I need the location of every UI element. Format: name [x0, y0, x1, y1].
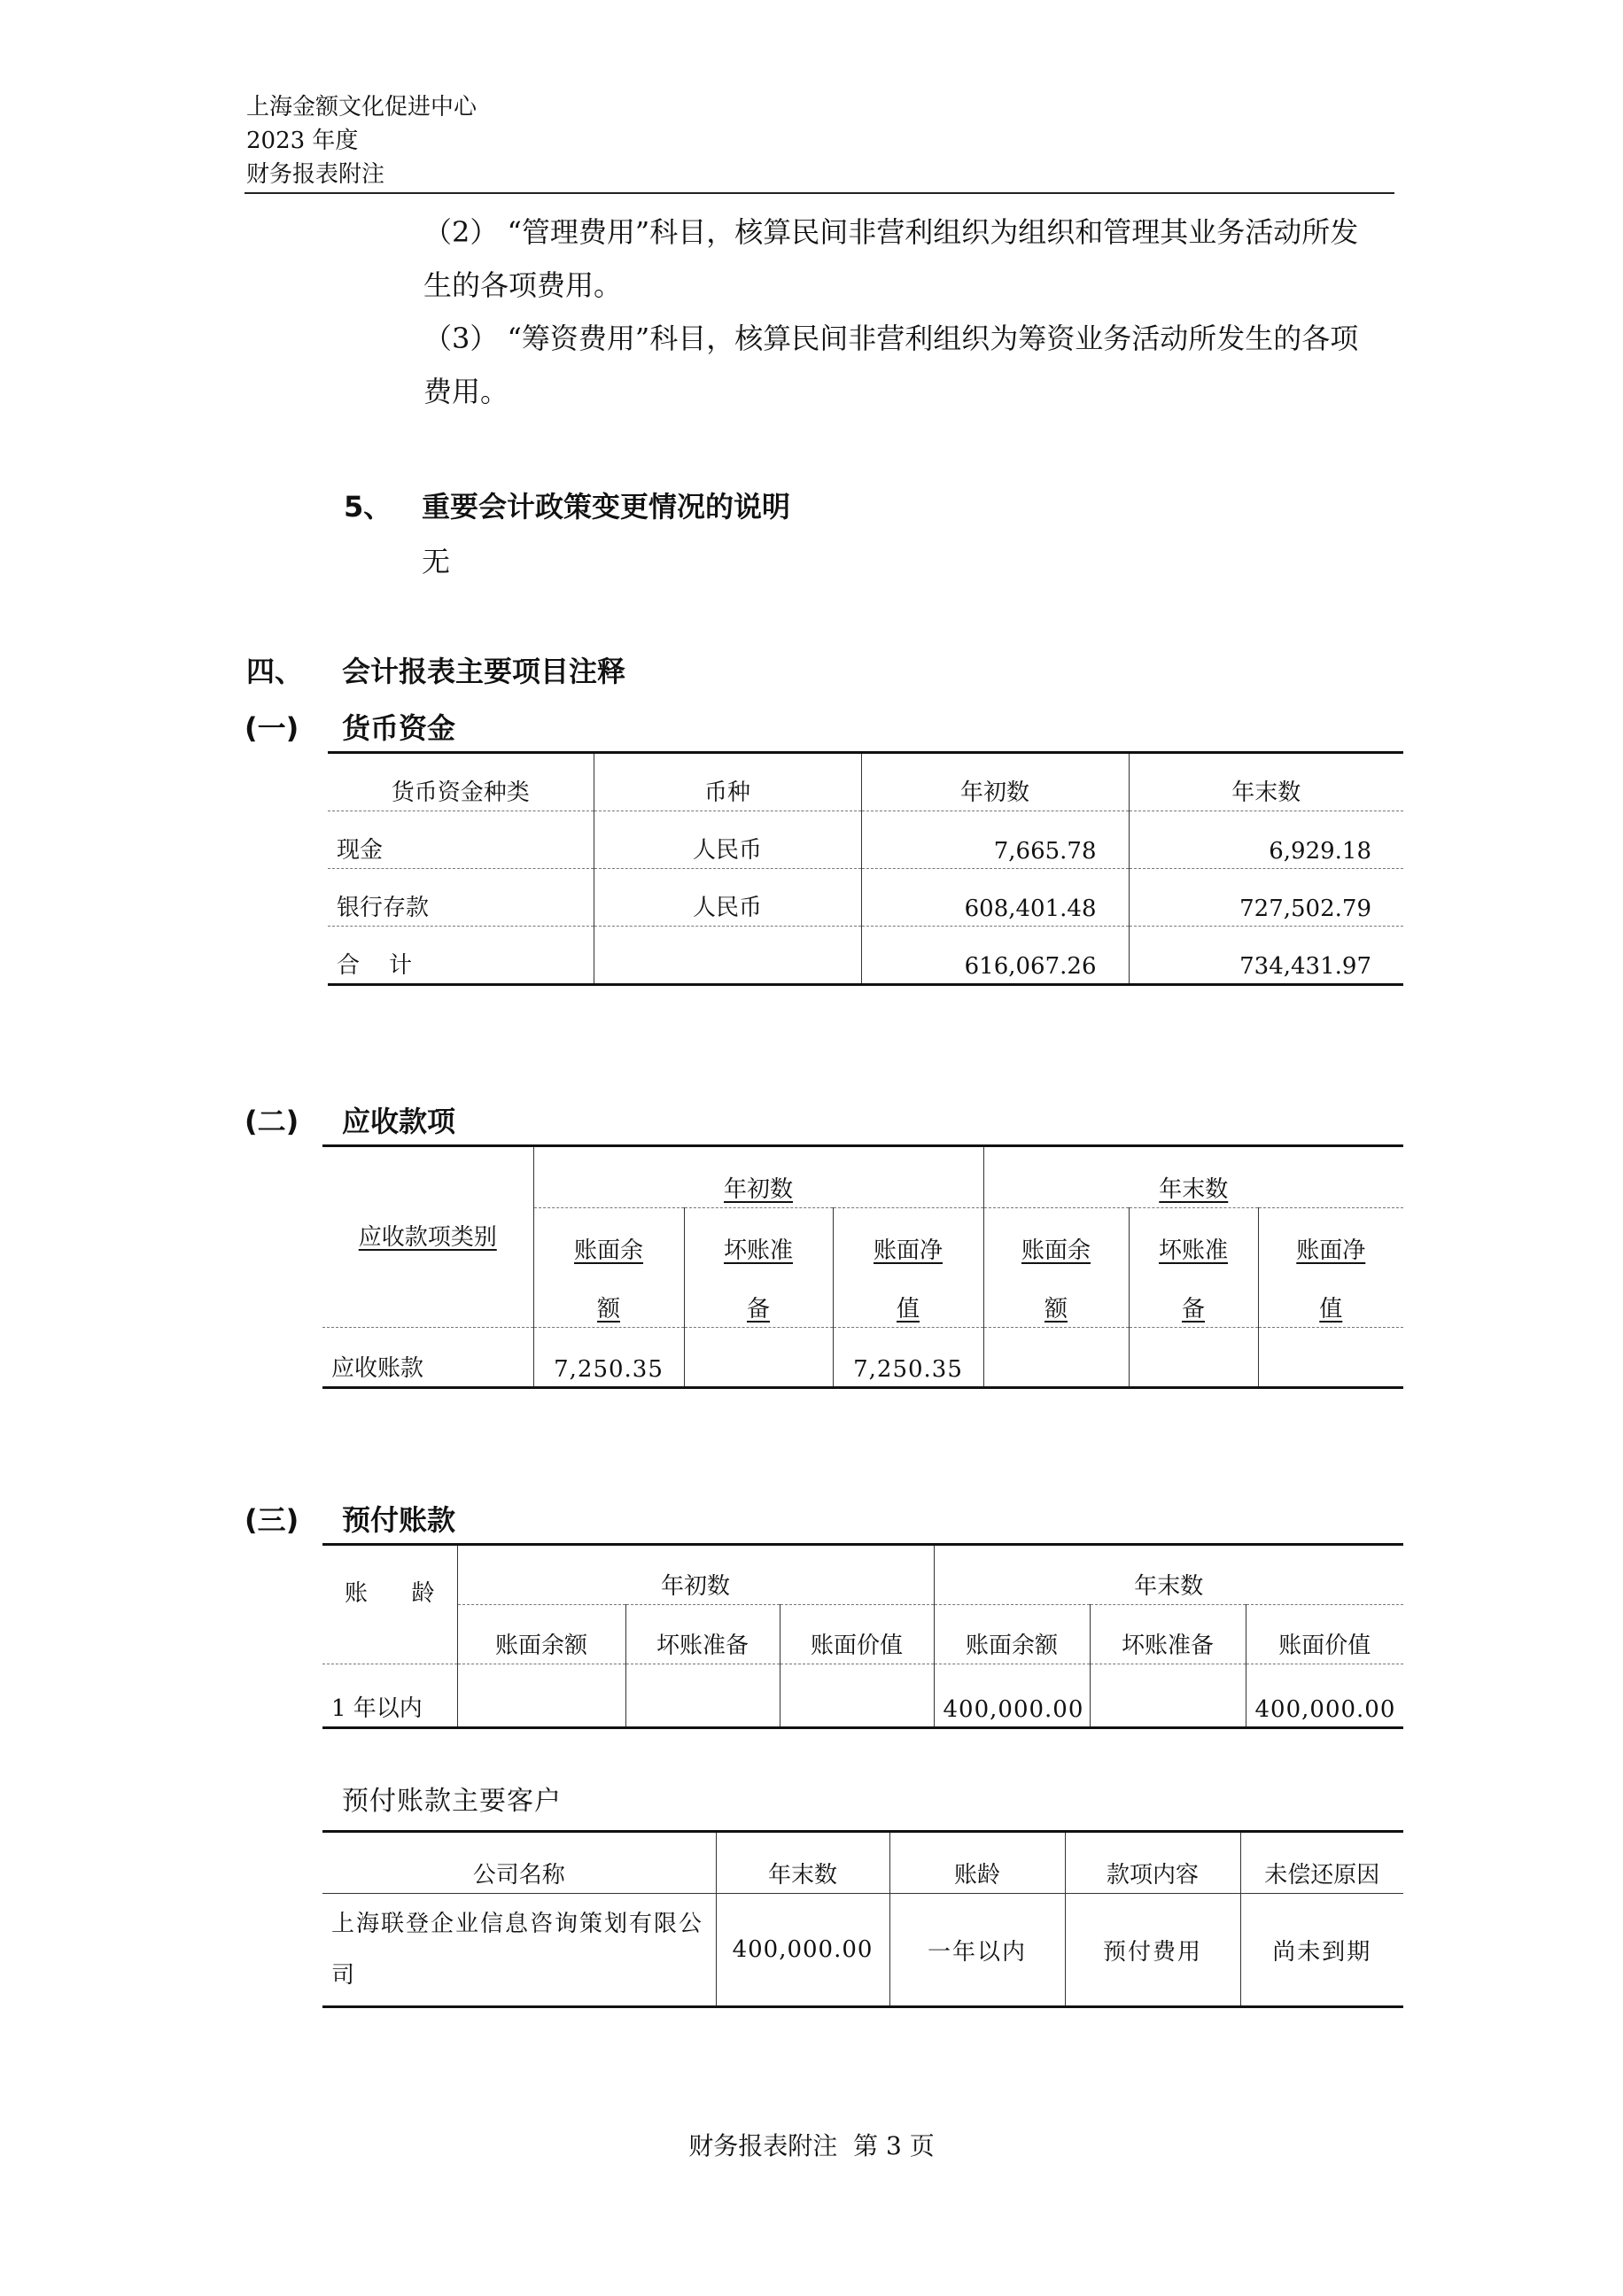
column-header-label: 坏账准 — [1159, 1237, 1229, 1264]
category-header — [322, 1146, 533, 1328]
header-organization: 上海金额文化促进中心 — [246, 94, 478, 120]
column-header: 款项内容 — [1065, 1832, 1240, 1894]
table-cell: 人民币 — [594, 811, 861, 869]
table-cell — [625, 1664, 780, 1728]
section-4-title: 会计报表主要项目注释 — [342, 655, 626, 688]
column-header — [983, 1268, 1129, 1328]
table-cell: 一年以内 — [889, 1894, 1065, 2007]
column-header-label: 值 — [1319, 1296, 1343, 1323]
column-header-label: 备 — [746, 1296, 770, 1323]
table-cell: 现金 — [328, 811, 594, 869]
table-cell — [983, 1328, 1129, 1388]
column-header: 年末数 — [716, 1832, 889, 1894]
table-cell: 合 计 — [328, 927, 594, 985]
column-header: 账面余额 — [457, 1605, 625, 1664]
currency-section-title: 货币资金 — [342, 711, 456, 745]
column-header — [833, 1268, 983, 1328]
section-5-title: 重要会计政策变更情况的说明 — [422, 490, 791, 524]
group-header-begin — [533, 1146, 983, 1208]
column-header-label: 备 — [1182, 1296, 1206, 1323]
column-header: 年末数 — [1129, 753, 1403, 811]
category-header-label: 应收款项类别 — [358, 1224, 497, 1251]
table-cell: 608,401.48 — [861, 869, 1129, 927]
column-header: 货币资金种类 — [391, 780, 530, 806]
group-header-begin-label: 年初数 — [724, 1176, 794, 1203]
table-cell: 7,250.35 — [533, 1328, 684, 1388]
column-header: 坏账准备 — [1090, 1605, 1246, 1664]
prepayments-section-title: 预付账款 — [342, 1503, 456, 1537]
table-cell: 1 年以内 — [322, 1664, 457, 1728]
table-cell — [1090, 1664, 1246, 1728]
table-row — [322, 1894, 1403, 2007]
receivables-section-title: 应收款项 — [342, 1105, 456, 1138]
group-header-end-label: 年末数 — [1159, 1176, 1229, 1203]
table-subheader-row — [322, 1605, 1403, 1664]
table-header-row — [322, 1832, 1403, 1894]
table-cell: 7,665.78 — [861, 811, 1129, 869]
paragraph-3-line-1: （3） “筹资费用”科目，核算民间非营利组织为筹资业务活动所发生的各项 — [423, 322, 1359, 355]
column-header — [533, 1208, 684, 1269]
page-footer: 财务报表附注 第 3 页 — [688, 2131, 935, 2160]
table-header-row — [328, 753, 1403, 811]
table-row — [328, 811, 1403, 869]
currency-section-number: (一) — [245, 711, 299, 745]
table-cell — [594, 927, 861, 985]
column-header: 年初数 — [861, 753, 1129, 811]
prepay-customers-caption: 预付账款主要客户 — [342, 1786, 562, 1817]
table-cell: 400,000.00 — [934, 1664, 1090, 1728]
table-total-row — [328, 927, 1403, 985]
section-5-number: 5、 — [344, 490, 392, 524]
table-row — [328, 869, 1403, 927]
receivables-section-number: (二) — [245, 1105, 299, 1138]
table-cell: 应收账款 — [322, 1328, 533, 1388]
column-header-label: 值 — [897, 1296, 920, 1323]
table-cell: 尚未到期 — [1240, 1894, 1403, 2007]
column-header-label: 账面净 — [1296, 1237, 1366, 1264]
column-header — [983, 1208, 1129, 1269]
table-cell: 616,067.26 — [861, 927, 1129, 985]
column-header — [1129, 1268, 1258, 1328]
paragraph-2-line-1: （2） “管理费用”科目，核算民间非营利组织为组织和管理其业务活动所发 — [423, 215, 1359, 249]
column-header: 坏账准备 — [625, 1605, 780, 1664]
column-header — [684, 1208, 833, 1269]
table-header-row — [322, 1146, 1403, 1208]
group-header-begin: 年初数 — [457, 1545, 934, 1605]
column-header-label: 账面余 — [573, 1237, 643, 1264]
column-header — [833, 1208, 983, 1269]
table-header-row — [322, 1545, 1403, 1605]
table-cell — [1129, 1328, 1258, 1388]
column-header — [1129, 1208, 1258, 1269]
table-cell — [780, 1664, 934, 1728]
table-row — [322, 1328, 1403, 1388]
column-header: 账面价值 — [780, 1605, 934, 1664]
table-cell: 400,000.00 — [1246, 1664, 1403, 1728]
group-header-end: 年末数 — [934, 1545, 1403, 1605]
prepay-customers-table — [322, 1830, 1403, 2008]
table-cell: 预付费用 — [1065, 1894, 1240, 2007]
column-header-label: 额 — [596, 1296, 620, 1323]
prepayments-section-number: (三) — [245, 1503, 299, 1537]
column-header: 公司名称 — [472, 1862, 565, 1889]
column-header-label: 额 — [1044, 1296, 1068, 1323]
table-cell: 400,000.00 — [716, 1894, 889, 2007]
column-header: 未偿还原因 — [1240, 1832, 1403, 1894]
table-cell: 人民币 — [594, 869, 861, 927]
column-header: 账龄 — [889, 1832, 1065, 1894]
column-header — [533, 1268, 684, 1328]
paragraph-2-line-2: 生的各项费用。 — [423, 268, 623, 302]
prepayments-table — [322, 1543, 1403, 1729]
table-cell: 6,929.18 — [1129, 811, 1403, 869]
currency-funds-table — [328, 751, 1403, 986]
column-header: 账面余额 — [934, 1605, 1090, 1664]
table-cell: 734,431.97 — [1129, 927, 1403, 985]
table-cell: 7,250.35 — [833, 1328, 983, 1388]
table-cell — [684, 1328, 833, 1388]
receivables-table — [322, 1144, 1403, 1389]
column-header — [1258, 1268, 1403, 1328]
paragraph-3-line-2: 费用。 — [423, 375, 509, 408]
column-header: 币种 — [594, 753, 861, 811]
header-rule — [245, 192, 1394, 194]
column-header: 账面价值 — [1246, 1605, 1403, 1664]
section-5-body: 无 — [422, 545, 451, 578]
column-header — [1258, 1208, 1403, 1269]
section-4-number: 四、 — [246, 655, 304, 688]
age-header: 账 龄 — [344, 1580, 435, 1607]
table-cell — [457, 1664, 625, 1728]
table-cell: 银行存款 — [328, 869, 594, 927]
table-cell — [1258, 1328, 1403, 1388]
column-header-label: 账面净 — [874, 1237, 944, 1264]
group-header-end — [983, 1146, 1403, 1208]
column-header — [684, 1268, 833, 1328]
table-row — [322, 1664, 1403, 1728]
header-document: 财务报表附注 — [246, 161, 385, 188]
header-year: 2023 年度 — [246, 128, 359, 154]
company-name-cell: 上海联登企业信息咨询策划有限公司 — [322, 1894, 716, 2007]
column-header-label: 账面余 — [1021, 1237, 1091, 1264]
column-header-label: 坏账准 — [723, 1237, 793, 1264]
table-cell: 727,502.79 — [1129, 869, 1403, 927]
